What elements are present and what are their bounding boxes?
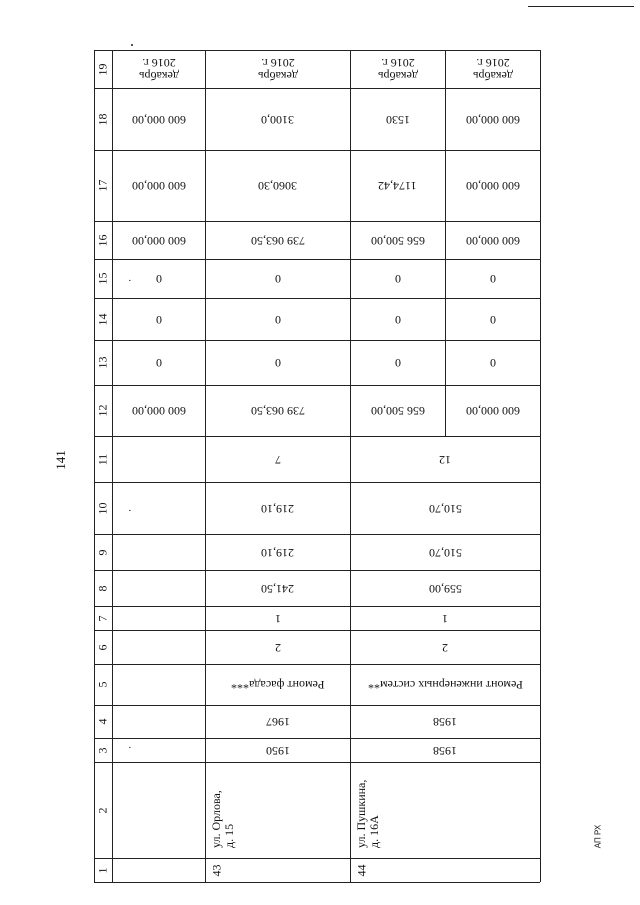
col-header-15: 15 bbox=[95, 272, 110, 285]
footer-mark: АП РХ bbox=[593, 824, 603, 849]
col-header-19: 19 bbox=[95, 63, 110, 75]
row44-col8: 559,00 bbox=[428, 581, 462, 596]
row43-col6: 2 bbox=[274, 640, 281, 655]
row43-index: 43 bbox=[209, 864, 224, 876]
row0-col18: 600 000,00 bbox=[131, 112, 186, 127]
row44-col6: 2 bbox=[442, 640, 448, 655]
row43-col11: 7 bbox=[274, 452, 281, 467]
row44-col10: 510,70 bbox=[428, 501, 462, 516]
col-header-9: 9 bbox=[95, 549, 110, 555]
row44a-col15: 0 bbox=[394, 272, 401, 286]
stray-dot-15: · bbox=[128, 275, 132, 287]
row43-col13: 0 bbox=[274, 356, 281, 370]
row43-col9: 219,10 bbox=[261, 545, 294, 560]
row44-year-built: 1958 bbox=[433, 743, 457, 758]
row44a-col18: 1530 bbox=[385, 112, 410, 127]
col-header-1: 1 bbox=[95, 867, 110, 873]
col-header-16: 16 bbox=[95, 234, 110, 246]
row44b-col16: 600 000,00 bbox=[465, 233, 520, 248]
col-header-5: 5 bbox=[95, 681, 110, 688]
row44a-col19: декабрь 2016 г. bbox=[377, 56, 418, 83]
row44a-col14: 0 bbox=[394, 312, 401, 327]
col-header-10: 10 bbox=[95, 502, 110, 514]
row43-col16: 739 063,50 bbox=[250, 233, 305, 248]
row44b-col17: 600 000,00 bbox=[465, 179, 520, 193]
row44a-col16: 656 500,00 bbox=[370, 233, 425, 248]
col-header-2: 2 bbox=[95, 807, 110, 813]
row43-col12: 739 063,50 bbox=[250, 404, 305, 418]
row44a-col17: 1174,42 bbox=[378, 179, 417, 193]
row0-col16: 600 000,00 bbox=[131, 233, 186, 248]
col-header-11: 11 bbox=[95, 453, 110, 465]
row0-col15: 0 bbox=[155, 272, 162, 286]
row43-col8: 241,50 bbox=[261, 581, 294, 596]
row0-col12: 600 000,00 bbox=[131, 404, 186, 418]
stray-dot-10: · bbox=[128, 505, 132, 517]
col-header-17: 17 bbox=[95, 179, 110, 192]
row44b-col19: декабрь 2016 г. bbox=[472, 56, 513, 83]
page-number: 141 bbox=[52, 450, 68, 470]
row44a-col12: 656 500,00 bbox=[370, 404, 425, 418]
col-header-4: 4 bbox=[95, 718, 110, 725]
row0-col14: 0 bbox=[155, 312, 162, 327]
row43-year-built: 1950 bbox=[265, 743, 290, 758]
col-header-18: 18 bbox=[95, 113, 110, 125]
row43-col14: 0 bbox=[274, 312, 281, 327]
stray-dot-3: · bbox=[128, 742, 132, 754]
row44-work-type: Ремонт инженерных систем** bbox=[367, 678, 523, 692]
row43-address: ул. Орлова, д. 15 bbox=[209, 790, 236, 848]
col-header-13: 13 bbox=[95, 356, 110, 369]
row43-col19: декабрь 2016 г. bbox=[257, 56, 298, 83]
row44-col11: 12 bbox=[439, 452, 451, 467]
row44b-col15: 0 bbox=[489, 272, 496, 286]
row43-col15: 0 bbox=[274, 272, 281, 286]
row43-year-comm: 1967 bbox=[265, 715, 290, 729]
row44-address: ул. Пушкина, д. 16А bbox=[354, 779, 381, 848]
col-header-8: 8 bbox=[95, 585, 110, 591]
row44b-col12: 600 000,00 bbox=[465, 404, 520, 418]
row44a-col13: 0 bbox=[394, 356, 401, 370]
row43-col17: 3060,30 bbox=[258, 179, 297, 193]
col-header-12: 12 bbox=[95, 404, 110, 417]
row44b-col13: 0 bbox=[489, 356, 496, 370]
row44-col7: 1 bbox=[442, 611, 448, 626]
row0-col17: 600 000,00 bbox=[131, 179, 186, 193]
row43-col10: 219,10 bbox=[261, 501, 294, 516]
col-header-7: 7 bbox=[95, 615, 110, 621]
col-header-3: 3 bbox=[95, 747, 110, 753]
row44-col9: 510,70 bbox=[428, 545, 462, 560]
row44b-col14: 0 bbox=[489, 312, 496, 327]
row43-col18: 3100,0 bbox=[261, 112, 294, 127]
col-header-14: 14 bbox=[95, 313, 110, 325]
col-header-6: 6 bbox=[95, 644, 110, 650]
row43-col7: 1 bbox=[274, 611, 281, 626]
row44-index: 44 bbox=[354, 864, 369, 876]
row44b-col18: 600 000,00 bbox=[465, 112, 520, 127]
row0-col13: 0 bbox=[155, 356, 162, 370]
row44-year-comm: 1958 bbox=[433, 715, 457, 729]
row0-col19: декабрь 2016 г. bbox=[138, 56, 179, 83]
row43-work-type: Ремонт фасада*** bbox=[230, 678, 325, 692]
